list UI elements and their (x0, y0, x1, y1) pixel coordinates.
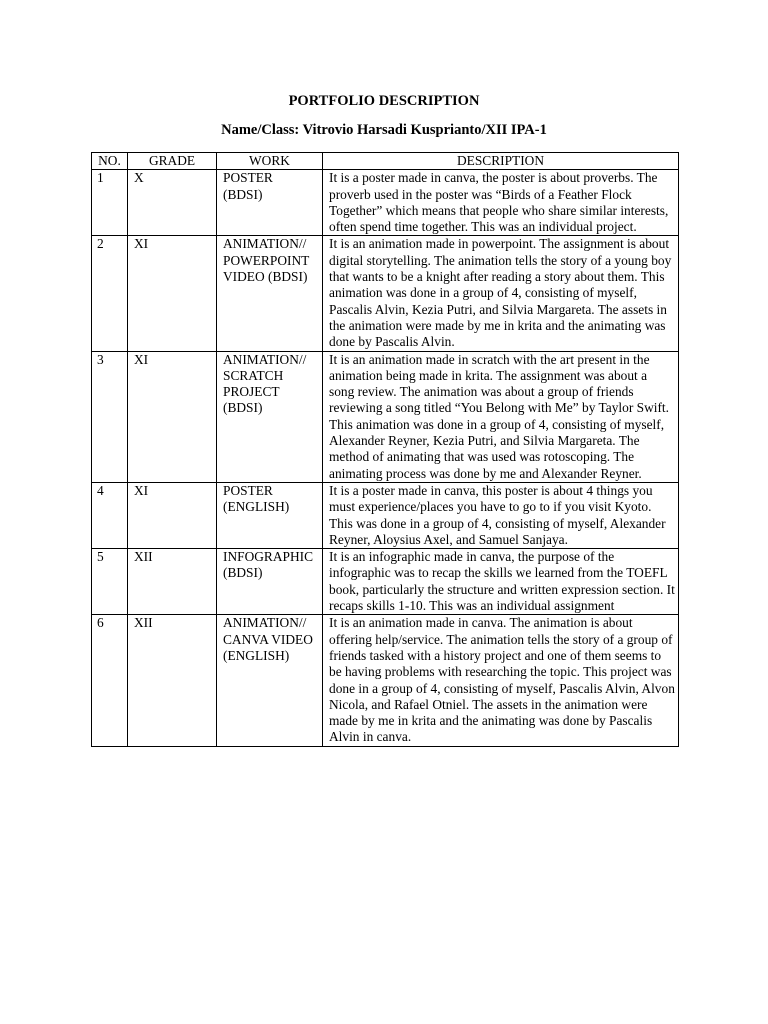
table-row (92, 482, 679, 548)
header-grade: GRADE (128, 153, 217, 170)
cell-grade: XI (128, 236, 217, 351)
table-row (92, 170, 679, 236)
cell-work: POSTER (ENGLISH) (217, 482, 323, 548)
cell-description: It is an animation made in scratch with the art present in the animation being made in krita. The assignment was about a song review. The animation was about a group of friends reviewing a song titled “You Belong with Me” by Taylor Swift. This animation was done in a group of 4, consisting of myself, Alexander Reyner, Kezia Putri, and Silvia Margareta. The method of animating that was used was rotoscoping. The animating process was done by me and Alexander Reyner. (323, 351, 679, 482)
cell-no: 3 (92, 351, 128, 482)
cell-no: 2 (92, 236, 128, 351)
cell-grade: XI (128, 482, 217, 548)
cell-work: ANIMATION// CANVA VIDEO (ENGLISH) (217, 615, 323, 746)
table-row (92, 236, 679, 351)
cell-description: It is an animation made in canva. The animation is about offering help/service. The animation tells the story of a group of friends tasked with a history project and one of them seems to be having problems with researching the topic. This project was done in a group of 4, consisting of myself, Pascalis Alvin, Alvon Nicola, and Rafael Otniel. The assets in the animation were made by me in krita and the animating was done by Pascalis Alvin in canva. (323, 615, 679, 746)
page-title: PORTFOLIO DESCRIPTION (288, 93, 480, 109)
table-row (92, 549, 679, 615)
cell-no: 6 (92, 615, 128, 746)
cell-no: 4 (92, 482, 128, 548)
cell-grade: XI (128, 351, 217, 482)
cell-description: It is a poster made in canva, this poster is about 4 things you must experience/places you have to go to if you visit Kyoto. This was done in a group of 4, consisting of myself, Alexander Reyner, Aloysius Axel, and Samuel Sanjaya. (323, 482, 679, 548)
cell-grade: XII (128, 549, 217, 615)
cell-description: It is an infographic made in canva, the purpose of the infographic was to recap the skills we learned from the TOEFL book, particularly the structure and written expression section. It recaps skills 1-10. This was an individual assignment (323, 549, 679, 615)
header-no: NO. (92, 153, 128, 170)
table-header-row (92, 153, 679, 170)
cell-no: 5 (92, 549, 128, 615)
header-work: WORK (217, 153, 323, 170)
table-row (92, 351, 679, 482)
portfolio-table (91, 152, 679, 747)
cell-work: ANIMATION// POWERPOINT VIDEO (BDSI) (217, 236, 323, 351)
cell-description: It is an animation made in powerpoint. The assignment is about digital storytelling. The animation tells the story of a young boy that wants to be a knight after reading a story about them. This animation was done in a group of 4, consisting of myself, Pascalis Alvin, Kezia Putri, and Silvia Margareta. The assets in the animation were made by me in krita and the animating was done by Pascalis Alvin. (323, 236, 679, 351)
cell-description: It is a poster made in canva, the poster is about proverbs. The proverb used in the poster was “Birds of a Feather Flock Together” which means that people who share similar interests, often spend time together. This was an individual project. (323, 170, 679, 236)
name-class-line: Name/Class: Vitrovio Harsadi Kusprianto/XII IPA-1 (221, 122, 547, 138)
cell-work: POSTER (BDSI) (217, 170, 323, 236)
table-row (92, 615, 679, 746)
cell-grade: XII (128, 615, 217, 746)
cell-no: 1 (92, 170, 128, 236)
cell-grade: X (128, 170, 217, 236)
cell-work: INFOGRAPHIC (BDSI) (217, 549, 323, 615)
header-description: DESCRIPTION (323, 153, 679, 170)
cell-work: ANIMATION// SCRATCH PROJECT (BDSI) (217, 351, 323, 482)
